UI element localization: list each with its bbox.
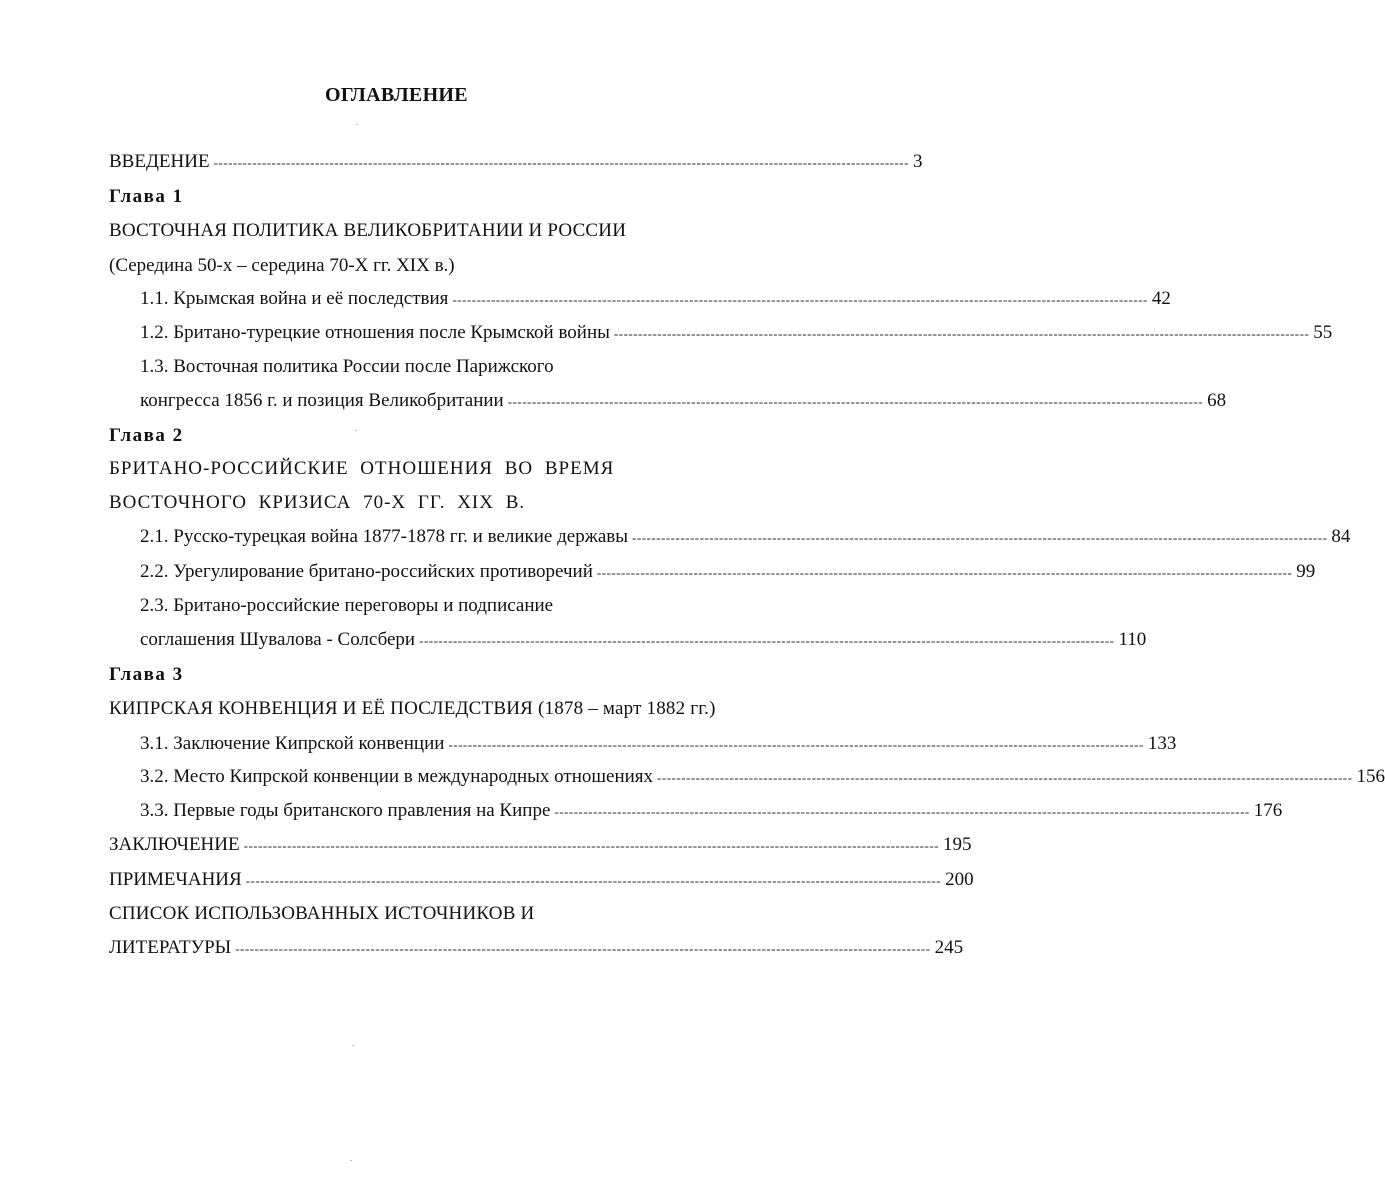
toc-entry-2-3 xyxy=(140,628,1147,653)
chapter-3-heading: Глава 3 xyxy=(109,664,184,685)
toc-entry-label: ЗАКЛЮЧЕНИЕ xyxy=(109,834,240,855)
chapter-2-title-line2: ВОСТОЧНОГО КРИЗИСА 70-Х ГГ. XIX В. xyxy=(109,492,526,513)
toc-entry-label: 1.1. Крымская война и её последствия xyxy=(140,288,449,309)
toc-entry-2-1 xyxy=(140,525,1351,550)
toc-entry-page: 245 xyxy=(934,937,964,958)
chapter-1-title: ВОСТОЧНАЯ ПОЛИТИКА ВЕЛИКОБРИТАНИИ И РОССИИ xyxy=(109,220,627,241)
toc-entry-label: 2.1. Русско-турецкая война 1877-1878 гг. и великие державы xyxy=(140,526,629,547)
toc-entry-label: 3.3. Первые годы британского правления на Кипре xyxy=(140,800,551,821)
chapter-2-heading: Глава 2 xyxy=(109,425,184,446)
toc-entry-2-2 xyxy=(140,560,1316,585)
toc-entry-conclusion xyxy=(109,833,972,858)
toc-entry-page: 176 xyxy=(1253,800,1283,821)
leader-dots: ------------------------------------------------------------------------------------------------------------------------------------------------ xyxy=(245,873,942,888)
chapter-2-title-line1: БРИТАНО-РОССИЙСКИЕ ОТНОШЕНИЯ ВО ВРЕМЯ xyxy=(109,458,615,479)
toc-entry-label: 3.1. Заключение Кипрской конвенции xyxy=(140,733,445,754)
toc-entry-page: 110 xyxy=(1118,629,1147,650)
toc-entry-label: ПРИМЕЧАНИЯ xyxy=(109,869,242,890)
toc-entry-page: 55 xyxy=(1313,322,1333,343)
toc-entry-page: 68 xyxy=(1207,390,1227,411)
leader-dots: ------------------------------------------------------------------------------------------------------------------------------------------------ xyxy=(554,804,1250,819)
leader-dots: ------------------------------------------------------------------------------------------------------------------------------------------------ xyxy=(235,941,931,956)
scan-speck xyxy=(355,430,357,431)
scan-speck xyxy=(356,124,358,125)
toc-entry-1-3-line1: 1.3. Восточная политика России после Парижского xyxy=(140,356,554,377)
leader-dots: ------------------------------------------------------------------------------------------------------------------------------------------------ xyxy=(243,838,939,853)
toc-entry-3-1 xyxy=(140,732,1177,757)
leader-dots: ------------------------------------------------------------------------------------------------------------------------------------------------ xyxy=(419,633,1115,648)
toc-entry-sources xyxy=(109,936,964,961)
scan-speck xyxy=(350,1160,352,1161)
leader-dots: ------------------------------------------------------------------------------------------------------------------------------------------------ xyxy=(632,530,1328,545)
toc-entry-1-3 xyxy=(140,389,1227,414)
toc-entry-page: 3 xyxy=(912,151,923,172)
chapter-1-subtitle: (Середина 50-х – середина 70-Х гг. XIX в.) xyxy=(109,255,455,276)
toc-entry-notes xyxy=(109,868,974,893)
toc-entry-label: соглашения Шувалова - Солсбери xyxy=(140,629,416,650)
leader-dots: ------------------------------------------------------------------------------------------------------------------------------------------------ xyxy=(657,770,1353,785)
toc-entry-label: ЛИТЕРАТУРЫ xyxy=(109,937,232,958)
toc-entry-page: 99 xyxy=(1296,561,1316,582)
toc-entry-page: 42 xyxy=(1151,288,1171,309)
toc-entry-page: 133 xyxy=(1147,733,1177,754)
toc-entry-label: 1.2. Британо-турецкие отношения после Крымской войны xyxy=(140,322,610,343)
leader-dots: ------------------------------------------------------------------------------------------------------------------------------------------------ xyxy=(507,394,1204,409)
toc-entry-label: конгресса 1856 г. и позиция Великобритании xyxy=(140,390,504,411)
toc-entry-1-2 xyxy=(140,321,1333,346)
leader-dots: ------------------------------------------------------------------------------------------------------------------------------------------------ xyxy=(448,737,1144,752)
toc-entry-page: 195 xyxy=(943,834,972,855)
toc-entry-label: 2.2. Урегулирование британо-российских противоречий xyxy=(140,561,593,582)
toc-entry-label: 3.2. Место Кипрской конвенции в международных отношениях xyxy=(140,766,654,787)
toc-entry-3-3 xyxy=(140,799,1283,824)
toc-entry-3-2 xyxy=(140,765,1385,790)
page-title: ОГЛАВЛЕНИЕ xyxy=(325,84,468,106)
toc-entry-sources-line1: СПИСОК ИСПОЛЬЗОВАННЫХ ИСТОЧНИКОВ И xyxy=(109,903,535,924)
toc-entry-page: 156 xyxy=(1356,766,1385,787)
chapter-3-title: КИПРСКАЯ КОНВЕНЦИЯ И ЕЁ ПОСЛЕДСТВИЯ (1878 – март 1882 гг.) xyxy=(109,698,716,719)
leader-dots: ------------------------------------------------------------------------------------------------------------------------------------------------ xyxy=(613,326,1310,341)
leader-dots: ------------------------------------------------------------------------------------------------------------------------------------------------ xyxy=(213,155,909,170)
leader-dots: ------------------------------------------------------------------------------------------------------------------------------------------------ xyxy=(596,565,1293,580)
toc-entry-page: 84 xyxy=(1331,526,1351,547)
leader-dots: ------------------------------------------------------------------------------------------------------------------------------------------------ xyxy=(452,292,1148,307)
toc-entry-1-1 xyxy=(140,287,1171,312)
toc-entry-page: 200 xyxy=(945,869,974,890)
toc-entry-introduction xyxy=(109,150,923,175)
toc-entry-2-3-line1: 2.3. Британо-российские переговоры и подписание xyxy=(140,595,554,616)
scan-speck xyxy=(352,1045,354,1046)
toc-entry-label: ВВЕДЕНИЕ xyxy=(109,151,210,172)
chapter-1-heading: Глава 1 xyxy=(109,186,184,207)
